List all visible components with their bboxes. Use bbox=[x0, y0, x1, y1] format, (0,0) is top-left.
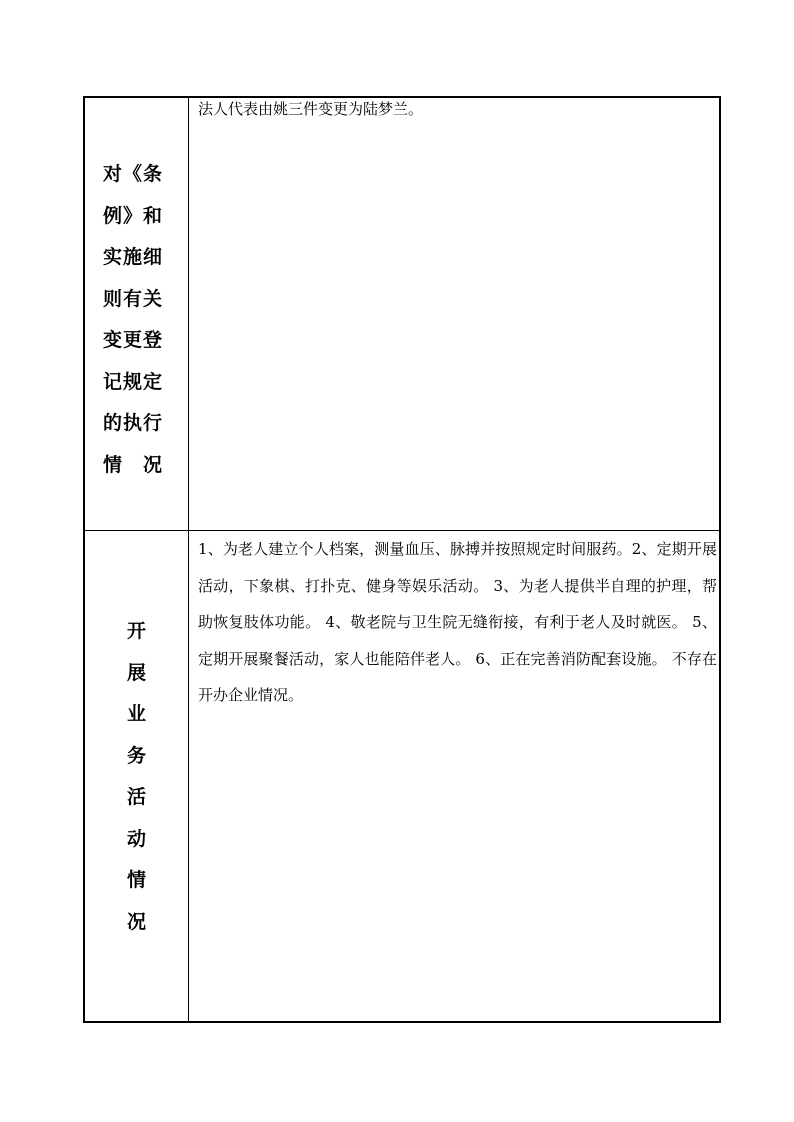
row-label-business-activities bbox=[85, 611, 188, 943]
label-char: 活 bbox=[126, 786, 146, 808]
label-char: 动 bbox=[126, 827, 146, 850]
row-label-change-registration: 对《条例》和实施细则有关变更登记规定的执行情 况 bbox=[103, 163, 164, 476]
label-char: 开 bbox=[126, 620, 146, 642]
label-cell bbox=[85, 98, 189, 530]
table-row-business-activities bbox=[85, 531, 719, 1021]
row-content-business-activities: 1、为老人建立个人档案，测量血压、脉搏并按照规定时间服药。2、定期开展活动，下象棋、打扑克、健身等娱乐活动。 3、为老人提供半自理的护理，帮助恢复肢体功能。 4、敬老院与卫生院无缝衔接，有利于老人及时就医。 5、定期开展聚餐活动，家人也能陪伴老人。 6、正在完善消防配套设施。 不存在开办企业情况。 bbox=[198, 540, 717, 704]
content-cell bbox=[189, 531, 719, 1021]
row-content-change-registration: 法人代表由姚三件变更为陆梦兰。 bbox=[198, 100, 424, 118]
label-char: 情 bbox=[126, 869, 146, 891]
form-table bbox=[83, 96, 721, 1023]
label-char: 况 bbox=[126, 910, 146, 933]
content-cell bbox=[189, 98, 719, 530]
label-char: 业 bbox=[126, 703, 146, 725]
label-char: 务 bbox=[126, 744, 146, 767]
table-row-change-registration bbox=[85, 98, 719, 531]
label-char: 展 bbox=[126, 661, 146, 684]
label-cell bbox=[85, 531, 189, 1021]
